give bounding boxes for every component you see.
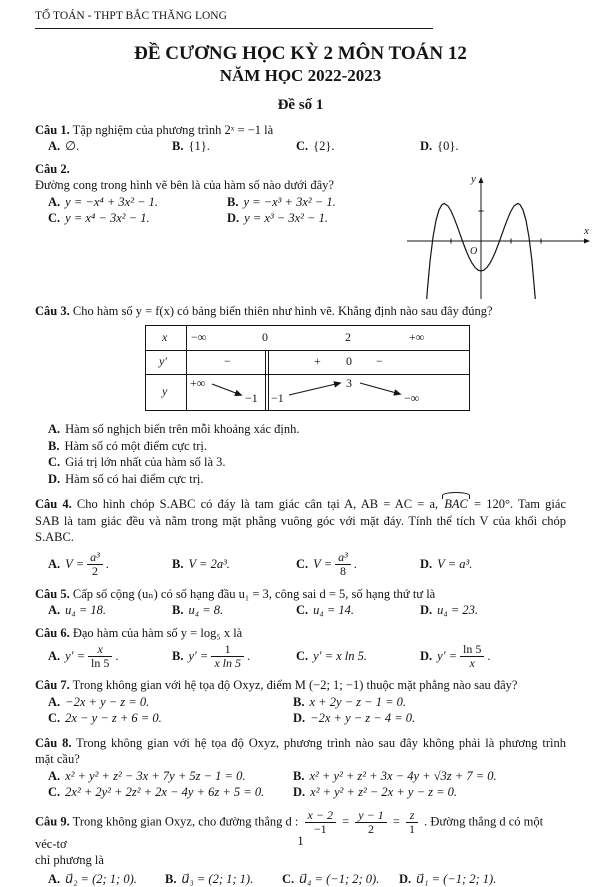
page-number: 1 xyxy=(0,833,601,850)
question-4 xyxy=(35,496,566,580)
bbt-y-value: −∞ xyxy=(404,392,419,405)
question-2-options xyxy=(48,194,428,227)
bbt-y-value: 3 xyxy=(346,377,352,390)
question-6 xyxy=(35,625,566,672)
option-c: C. u₄ = 14. xyxy=(296,602,420,619)
option-b: B. u₄ = 8. xyxy=(172,602,296,619)
option-c: C. u⃗₄ = (−1; 2; 0). xyxy=(282,871,399,887)
option-c: C. y′ = x ln 5. xyxy=(296,648,420,665)
question-4-stem-line2: SAB là tam giác đều và nằm trong mặt phẳng vuông góc với mặt đáy. Tính thể tích V của khối chóp xyxy=(35,513,566,530)
exam-set-number: Đề số 1 xyxy=(35,96,566,114)
option-c: C. 2x² + 2y² + 2z² + 2x − 4y + 6z + 5 = 0. xyxy=(48,784,293,801)
option-b: B. u⃗₃ = (2; 1; 1). xyxy=(165,871,282,887)
question-2-stem: Đường cong trong hình vẽ bên là của hàm số nào dưới đây? xyxy=(35,177,566,194)
option-a: A. y′ = $\frac{x}{\ln 5}$ . xyxy=(48,643,172,670)
question-8-options xyxy=(48,768,566,801)
option-b: B. y = −x³ + 3x² − 1. xyxy=(227,194,428,211)
question-4-options xyxy=(48,550,566,580)
option-c: C. Giá trị lớn nhất của hàm số là 3. xyxy=(48,454,566,471)
option-a: A. u⃗₂ = (2; 1; 0). xyxy=(48,871,165,887)
question-2-label: Câu 2. xyxy=(35,161,566,178)
option-a: A. V = $\frac{\text{a³}}{2}$ . xyxy=(48,551,172,578)
question-7 xyxy=(35,677,566,727)
option-b: B. V = 2a³. xyxy=(172,556,296,573)
question-4-stem-line1: Câu 4. Cho hình chóp S.ABC có đáy là tam giác cân tại A, AB = AC = a, BAC = 120°. Tam giác xyxy=(35,496,566,513)
option-b: B. {1}. xyxy=(172,138,296,155)
exam-title: ĐỀ CƯƠNG HỌC KỲ 2 MÔN TOÁN 12 xyxy=(35,42,566,65)
option-d: D. Hàm số có hai điểm cực trị. xyxy=(48,471,566,488)
option-a: A. y = −x⁴ + 3x² − 1. xyxy=(48,194,227,211)
angle-widehat: BAC xyxy=(443,496,469,513)
question-3-options xyxy=(48,421,566,487)
question-4-stem-line3: S.ABC. xyxy=(35,529,566,546)
bbt-x-value: +∞ xyxy=(409,331,424,344)
option-a: A. u₄ = 18. xyxy=(48,602,172,619)
bbt-head-x: x xyxy=(162,331,167,344)
question-7-stem: Câu 7. Trong không gian với hệ tọa độ Oxyz, điểm M (−2; 1; −1) thuộc mặt phẳng nào sau đây? xyxy=(35,677,566,694)
bbt-sign: + xyxy=(314,355,321,368)
option-d: D. u₄ = 23. xyxy=(420,602,566,619)
question-7-options xyxy=(48,694,566,727)
option-d: D. y′ = $\frac{\ln 5}{x}$ . xyxy=(420,643,490,670)
question-2 xyxy=(35,161,566,297)
bbt-head-dy: y′ xyxy=(159,355,167,368)
bbt-sign: − xyxy=(224,355,231,368)
option-c: C. V = $\frac{\text{a³}}{8}$ . xyxy=(296,551,420,578)
function-graph xyxy=(403,169,603,301)
bbt-sign: 0 xyxy=(346,355,352,368)
question-1 xyxy=(35,122,566,155)
question-9-options xyxy=(48,871,566,887)
bbt-sign: − xyxy=(376,355,383,368)
option-b: B. x + 2y − z − 1 = 0. xyxy=(293,694,566,711)
question-9-stem-line1: Câu 9. Trong không gian Oxyz, cho đường thẳng d : $\frac{x - 2}{-1}$ = $\frac{y - 1}{2}$ = $\frac{z}{1}$ . Đường thẳng d có một véc-tơ xyxy=(35,809,566,853)
school-header xyxy=(35,8,433,29)
bbt-y-value: +∞ xyxy=(190,377,205,390)
option-b: B. x² + y² + z² + 3x − 4y + √3z + 7 = 0. xyxy=(293,768,566,785)
option-a: A. −2x + y − z = 0. xyxy=(48,694,293,711)
exam-year: NĂM HỌC 2022-2023 xyxy=(35,65,566,87)
bbt-x-value: 2 xyxy=(345,331,351,344)
option-d: D. u⃗₁ = (−1; 2; 1). xyxy=(399,871,566,887)
question-9-stem-line2: chỉ phương là xyxy=(35,852,566,869)
question-5-stem: Câu 5. Cấp số cộng (uₙ) có số hạng đầu u₁ = 3, công sai d = 5, số hạng thứ tư là xyxy=(35,586,566,603)
option-a: A. x² + y² + z² − 3x + 7y + 5z − 1 = 0. xyxy=(48,768,293,785)
bbt-head-y: y xyxy=(162,385,167,398)
graph-y-label: y xyxy=(470,173,476,185)
bbt-x-value: −∞ xyxy=(191,331,206,344)
graph-origin-label: O xyxy=(470,246,477,257)
question-5 xyxy=(35,586,566,619)
question-8-stem-line1: Câu 8. Trong không gian với hệ tọa độ Oxyz, phương trình nào sau đây không phải là phương trình xyxy=(35,735,566,752)
bbt-y-value: −1 xyxy=(245,392,258,405)
option-d: D. V = a³. xyxy=(420,556,472,573)
option-b: B. Hàm số có một điểm cực trị. xyxy=(48,438,566,455)
option-d: D. x² + y² + z² − 2x + y − z = 0. xyxy=(293,784,566,801)
question-3 xyxy=(35,303,566,488)
question-1-stem: Câu 1. Tập nghiệm của phương trình 2ˣ = −1 là xyxy=(35,122,566,139)
option-d: D. {0}. xyxy=(420,138,566,155)
option-d: D. −2x + y − z − 4 = 0. xyxy=(293,710,566,727)
option-d: D. y = x³ − 3x² − 1. xyxy=(227,210,428,227)
graph-x-label: x xyxy=(583,225,589,237)
question-5-options xyxy=(48,602,566,619)
bbt-x-value: 0 xyxy=(262,331,268,344)
question-1-options xyxy=(48,138,566,155)
option-c: C. {2}. xyxy=(296,138,420,155)
question-8-stem-line2: mặt cầu? xyxy=(35,751,566,768)
bbt-arrows xyxy=(146,326,469,410)
option-c: C. y = x⁴ − 3x² − 1. xyxy=(48,210,227,227)
option-a: A. ∅. xyxy=(48,138,172,155)
variation-table xyxy=(145,325,470,411)
option-a: A. Hàm số nghịch biến trên mỗi khoảng xác định. xyxy=(48,421,566,438)
bbt-y-value: −1 xyxy=(271,392,284,405)
option-c: C. 2x − y − z + 6 = 0. xyxy=(48,710,293,727)
question-3-stem: Câu 3. Cho hàm số y = f(x) có bảng biến thiên như hình vẽ. Khẳng định nào sau đây đúng? xyxy=(35,303,566,320)
school-name: TỔ TOÁN - THPT BẮC THĂNG LONG xyxy=(35,10,227,22)
question-8 xyxy=(35,735,566,801)
option-b: B. y′ = $\frac{1}{\text{x ln 5}}$ . xyxy=(172,643,296,670)
question-6-stem: Câu 6. Đạo hàm của hàm số y = log₅ x là xyxy=(35,625,566,642)
question-6-options xyxy=(48,641,566,671)
